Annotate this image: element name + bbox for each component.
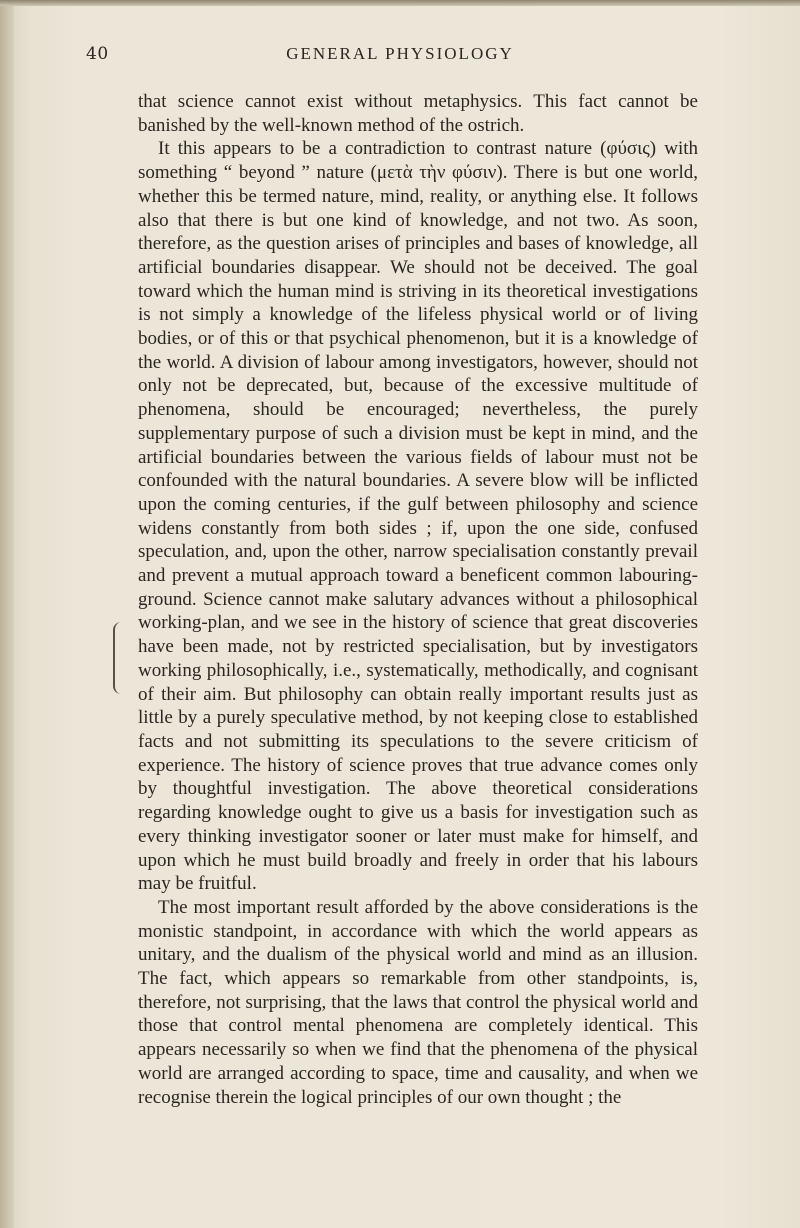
running-head: GENERAL PHYSIOLOGY	[286, 44, 514, 63]
page-gutter-shadow	[0, 0, 14, 1228]
top-edge-rule	[0, 0, 800, 6]
margin-bracket-mark	[113, 622, 125, 694]
page-number: 40	[86, 44, 109, 64]
paragraph-continued: that science cannot exist without metaphysics. This fact cannot be banished by the well-known method of the ostrich.	[138, 91, 698, 136]
page-header	[0, 44, 800, 70]
paragraph: It this appears to be a contradiction to contrast nature (φύσις) with something “ beyond ” nature (μετὰ τὴν φύσιν). There is but one world, whether this be termed nature, mind, reality, or anything else. It follows also that there is but one kind of knowledge, and not two. As soon, therefore, as the question arises of principles and bases of knowledge, all artificial boundaries disappear. We should not be deceived. The goal toward which the human mind is striving in its theoretical investigations is not simply a knowledge of the lifeless physical world or of living bodies, or of this or that psychical phenomenon, but it is a knowledge of the world. A division of labour among investigators, however, should not only not be deprecated, but, because of the excessive multitude of phenomena, should be encouraged; nevertheless, the purely supplementary purpose of such a division must be kept in mind, and the artificial boundaries between the various fields of labour must not be confounded with the natural boundaries. A severe blow will be inflicted upon the coming centuries, if the gulf between philosophy and science widens constantly from both sides ; if, upon the one side, confused speculation, and, upon the other, narrow specialisation constantly prevail and prevent a mutual approach toward a beneficent common labouring-ground. Science cannot make salutary advances without a philosophical working-plan, and we see in the history of science that great discoveries have been made, not by restricted specialisation, but by investigators working philosophically, i.e., systematically, methodically, and cognisant of their aim. But philosophy can obtain really important results just as little by a purely speculative method, by not keeping close to established facts and not submitting its speculations to the severe criticism of experience. The history of science proves that true advance comes only by thoughtful investigation. The above theoretical considerations regarding knowledge ought to give us a basis for investigation such as every thinking investigator sooner or later must make for himself, and upon which he must build broadly and freely in order that his labours may be fruitful.	[138, 138, 698, 895]
paragraph: The most important result afforded by the above considerations is the monistic standpoint, in accordance with which the world appears as unitary, and the dualism of the physical world and mind as an illusion. The fact, which appears so remarkable from other standpoints, is, therefore, not surprising, that the laws that control the physical world and those that control mental phenomena are completely identical. This appears necessarily so when we find that the phenomena of the physical world are arranged according to space, time and causality, and when we recognise therein the logical principles of our own thought ; the	[138, 896, 698, 1108]
body-text	[138, 90, 698, 1109]
